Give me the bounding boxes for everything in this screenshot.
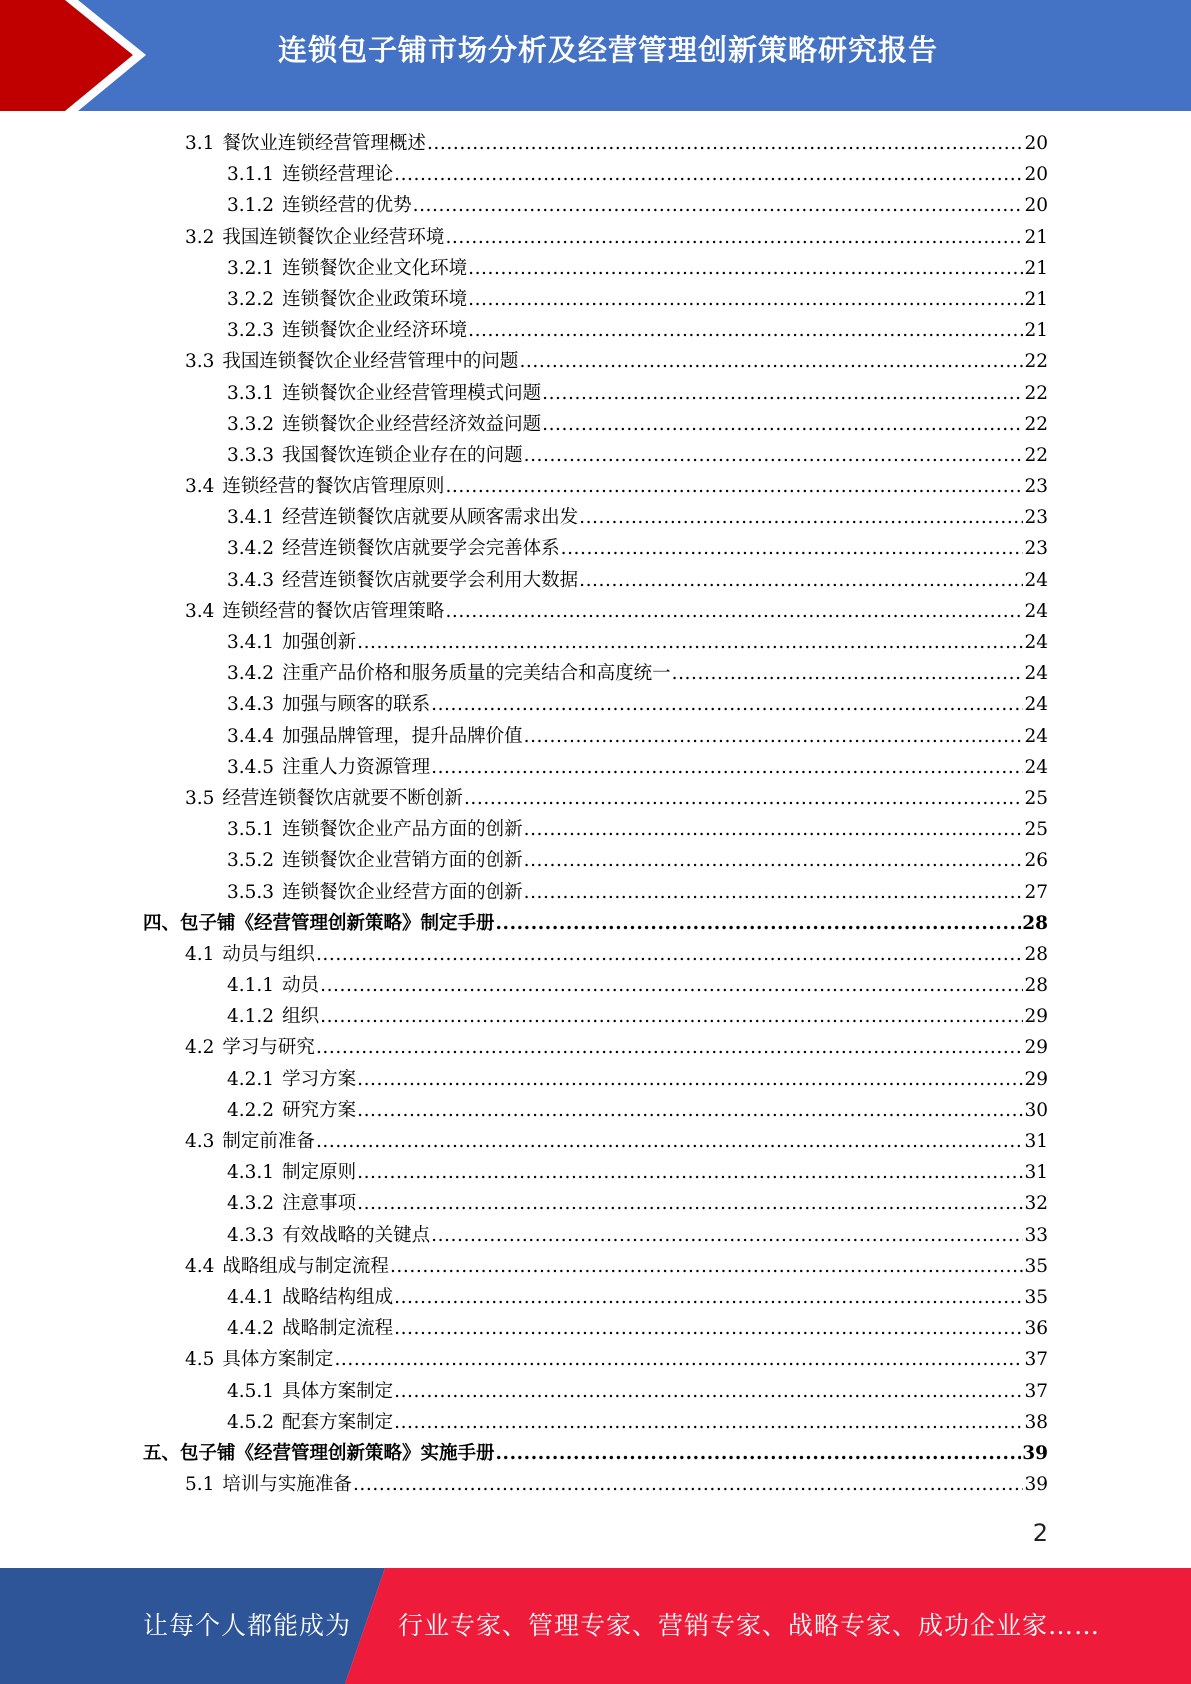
toc-entry-page: 20 xyxy=(1024,164,1048,186)
toc-entry-page: 39 xyxy=(1024,1474,1048,1496)
page-header xyxy=(0,0,1191,111)
toc-entry[interactable] xyxy=(143,409,1048,440)
toc-entry-number: 3.4.2 xyxy=(227,538,275,560)
toc-entry-page: 37 xyxy=(1024,1380,1048,1402)
page-footer xyxy=(0,1568,1191,1684)
toc-entry-number: 3.4.3 xyxy=(227,569,275,591)
toc-entry[interactable] xyxy=(143,128,1048,159)
toc-entry[interactable] xyxy=(143,721,1048,752)
toc-entry-number: 4.4.1 xyxy=(227,1286,275,1308)
toc-entry-number: 5.1 xyxy=(185,1474,215,1496)
toc-entry-number: 4.4.2 xyxy=(227,1318,275,1340)
toc-entry[interactable] xyxy=(143,159,1048,190)
toc-dot-leader xyxy=(464,783,1024,814)
toc-entry-page: 21 xyxy=(1024,226,1048,248)
toc-entry-number: 4.4 xyxy=(185,1255,215,1277)
toc-entry-number: 3.4 xyxy=(185,600,215,622)
toc-entry[interactable] xyxy=(143,845,1048,876)
toc-dot-leader xyxy=(579,502,1023,533)
toc-entry-page: 24 xyxy=(1024,663,1048,685)
toc-entry-title: 四、包子铺《经营管理创新策略》制定手册 xyxy=(143,912,495,934)
toc-entry-page: 39 xyxy=(1022,1442,1048,1464)
toc-entry-number: 3.3 xyxy=(185,351,215,373)
toc-entry-title: 连锁餐饮企业经营方面的创新 xyxy=(282,881,523,903)
toc-entry-title: 培训与实施准备 xyxy=(222,1474,352,1496)
toc-entry-page: 24 xyxy=(1024,600,1048,622)
toc-dot-leader xyxy=(357,1064,1023,1095)
toc-entry-title: 连锁经营理论 xyxy=(282,164,394,186)
toc-entry[interactable] xyxy=(143,596,1048,627)
toc-entry-page: 27 xyxy=(1024,881,1048,903)
toc-entry[interactable] xyxy=(143,1188,1048,1219)
toc-entry-page: 35 xyxy=(1024,1255,1048,1277)
toc-entry-page: 28 xyxy=(1024,975,1048,997)
toc-entry-number: 3.1.1 xyxy=(227,164,275,186)
toc-dot-leader xyxy=(316,1126,1024,1157)
toc-dot-leader xyxy=(496,1438,1022,1469)
toc-entry-title: 连锁餐饮企业营销方面的创新 xyxy=(282,850,523,872)
toc-entry-title: 配套方案制定 xyxy=(282,1411,394,1433)
toc-entry-number: 3.2.2 xyxy=(227,288,275,310)
toc-entry-page: 25 xyxy=(1024,787,1048,809)
toc-entry-number: 3.1 xyxy=(185,133,215,154)
page-number: 2 xyxy=(1032,1519,1048,1547)
toc-entry[interactable] xyxy=(143,471,1048,502)
toc-entry[interactable] xyxy=(143,378,1048,409)
toc-dot-leader xyxy=(357,1095,1023,1126)
report-title: 连锁包子铺市场分析及经营管理创新策略研究报告 xyxy=(277,33,938,67)
toc-entry-title: 战略组成与制定流程 xyxy=(222,1255,389,1277)
toc-entry[interactable] xyxy=(143,1344,1048,1375)
toc-entry-page: 29 xyxy=(1024,1037,1048,1059)
toc-entry-title: 有效战略的关键点 xyxy=(282,1224,431,1246)
toc-entry-title: 连锁餐饮企业经营管理模式问题 xyxy=(282,382,542,404)
toc-entry-title: 注意事项 xyxy=(282,1193,357,1215)
toc-entry[interactable] xyxy=(143,1220,1048,1251)
toc-entry-title: 我国餐饮连锁企业存在的问题 xyxy=(282,444,523,466)
toc-dot-leader xyxy=(431,1220,1023,1251)
toc-dot-leader xyxy=(524,877,1024,908)
toc-entry-title: 五、包子铺《经营管理创新策略》实施手册 xyxy=(143,1442,495,1464)
toc-entry-page: 28 xyxy=(1022,912,1048,934)
toc-entry-title: 加强与顾客的联系 xyxy=(282,694,431,716)
toc-entry[interactable] xyxy=(143,315,1048,346)
toc-entry-page: 24 xyxy=(1024,725,1048,747)
toc-entry-page: 36 xyxy=(1024,1318,1048,1340)
toc-entry-number: 3.4.4 xyxy=(227,725,275,747)
toc-entry-page: 38 xyxy=(1024,1411,1048,1433)
toc-entry-page: 30 xyxy=(1024,1099,1048,1121)
toc-entry[interactable] xyxy=(143,658,1048,689)
toc-entry-page: 21 xyxy=(1024,257,1048,279)
toc-entry-page: 22 xyxy=(1024,413,1048,435)
toc-dot-leader xyxy=(579,565,1023,596)
toc-entry-title: 具体方案制定 xyxy=(282,1380,394,1402)
toc-dot-leader xyxy=(357,1157,1023,1188)
toc-dot-leader xyxy=(496,908,1022,939)
toc-dot-leader xyxy=(413,190,1024,221)
toc-entry-number: 3.5.2 xyxy=(227,850,275,872)
toc-entry-page: 24 xyxy=(1024,632,1048,653)
toc-entry[interactable] xyxy=(143,1251,1048,1282)
toc-entry[interactable] xyxy=(143,1095,1048,1126)
toc-entry-title: 具体方案制定 xyxy=(222,1349,334,1371)
toc-entry[interactable] xyxy=(143,1032,1048,1063)
toc-dot-leader xyxy=(427,128,1024,159)
toc-entry-page: 37 xyxy=(1024,1349,1048,1371)
toc-dot-leader xyxy=(320,1001,1023,1032)
toc-entry-title: 战略结构组成 xyxy=(282,1286,394,1308)
toc-dot-leader xyxy=(353,1469,1024,1500)
toc-entry-title: 制定原则 xyxy=(282,1162,357,1184)
toc-entry[interactable] xyxy=(143,689,1048,720)
toc-entry-title: 连锁经营的餐饮店管理原则 xyxy=(222,476,445,498)
toc-entry-title: 学习方案 xyxy=(282,1068,357,1090)
toc-entry-title: 连锁经营的餐饮店管理策略 xyxy=(222,600,445,622)
toc-entry-number: 4.3.3 xyxy=(227,1224,275,1246)
table-of-contents xyxy=(143,128,1048,1500)
toc-entry-number: 3.4 xyxy=(185,476,215,498)
toc-entry-page: 23 xyxy=(1024,476,1048,498)
toc-entry-page: 23 xyxy=(1024,507,1048,529)
toc-dot-leader xyxy=(431,689,1023,720)
toc-entry[interactable] xyxy=(143,190,1048,221)
toc-dot-leader xyxy=(561,533,1024,564)
toc-dot-leader xyxy=(468,284,1023,315)
toc-entry-title: 加强品牌管理，提升品牌价值 xyxy=(282,725,523,747)
toc-entry[interactable] xyxy=(143,1157,1048,1188)
toc-entry[interactable] xyxy=(143,627,1048,658)
toc-entry-page: 22 xyxy=(1024,382,1048,404)
toc-dot-leader xyxy=(394,1376,1023,1407)
toc-entry[interactable] xyxy=(143,222,1048,253)
toc-entry-number: 4.1 xyxy=(185,943,215,965)
toc-entry-page: 21 xyxy=(1024,288,1048,310)
toc-entry-number: 3.4.1 xyxy=(227,507,275,529)
toc-entry[interactable] xyxy=(143,1376,1048,1407)
toc-entry-number: 4.1.2 xyxy=(227,1006,275,1028)
toc-entry[interactable] xyxy=(143,783,1048,814)
toc-entry-page: 32 xyxy=(1024,1193,1048,1215)
toc-entry-number: 4.5.2 xyxy=(227,1411,275,1433)
toc-entry-number: 3.4.1 xyxy=(227,632,275,653)
toc-dot-leader xyxy=(320,970,1023,1001)
toc-entry-number: 4.3.2 xyxy=(227,1193,275,1215)
toc-entry-title: 加强创新 xyxy=(282,632,357,653)
toc-entry-page: 35 xyxy=(1024,1286,1048,1308)
toc-dot-leader xyxy=(357,627,1023,658)
toc-entry-page: 24 xyxy=(1024,756,1048,778)
footer-slogan-right: 行业专家、管理专家、营销专家、战略专家、成功企业家…… xyxy=(398,1611,1101,1640)
toc-entry-number: 3.2.3 xyxy=(227,320,275,342)
toc-entry-number: 4.3.1 xyxy=(227,1162,275,1184)
toc-entry[interactable] xyxy=(143,1001,1048,1032)
toc-entry-title: 战略制定流程 xyxy=(282,1318,394,1340)
toc-entry-number: 3.4.3 xyxy=(227,694,275,716)
toc-entry-title: 餐饮业连锁经营管理概述 xyxy=(222,133,426,154)
toc-entry-title: 连锁经营的优势 xyxy=(282,195,412,217)
toc-entry-number: 3.2 xyxy=(185,226,215,248)
toc-entry-title: 连锁餐饮企业经济环境 xyxy=(282,320,468,342)
toc-entry-title: 我国连锁餐饮企业经营环境 xyxy=(222,226,445,248)
toc-entry-title: 动员与组织 xyxy=(222,943,315,965)
toc-entry-number: 4.5 xyxy=(185,1349,215,1371)
toc-entry-title: 组织 xyxy=(282,1006,320,1028)
toc-entry[interactable] xyxy=(143,970,1048,1001)
footer-slogan-left: 让每个人都能成为 xyxy=(143,1611,352,1640)
toc-entry-page: 23 xyxy=(1024,538,1048,560)
toc-entry-number: 3.4.2 xyxy=(227,663,275,685)
toc-entry-number: 4.2.1 xyxy=(227,1068,275,1090)
toc-dot-leader xyxy=(390,1251,1024,1282)
toc-dot-leader xyxy=(524,440,1024,471)
toc-entry-number: 3.5 xyxy=(185,787,215,809)
toc-entry-title: 注重产品价格和服务质量的完美结合和高度统一 xyxy=(282,663,671,685)
toc-dot-leader xyxy=(468,315,1023,346)
toc-dot-leader xyxy=(672,658,1024,689)
toc-entry[interactable] xyxy=(143,284,1048,315)
toc-entry-number: 4.5.1 xyxy=(227,1380,275,1402)
toc-entry-number: 4.2.2 xyxy=(227,1099,275,1121)
toc-entry-title: 经营连锁餐饮店就要学会利用大数据 xyxy=(282,569,579,591)
toc-dot-leader xyxy=(542,378,1023,409)
toc-entry-number: 3.3.3 xyxy=(227,444,275,466)
toc-entry[interactable] xyxy=(143,1064,1048,1095)
toc-entry-page: 29 xyxy=(1024,1068,1048,1090)
toc-entry-page: 28 xyxy=(1024,943,1048,965)
toc-dot-leader xyxy=(394,1313,1023,1344)
toc-entry-title: 经营连锁餐饮店就要从顾客需求出发 xyxy=(282,507,579,529)
toc-entry-page: 33 xyxy=(1024,1224,1048,1246)
toc-entry-title: 制定前准备 xyxy=(222,1131,315,1152)
toc-entry-title: 连锁餐饮企业政策环境 xyxy=(282,288,468,310)
toc-entry-title: 连锁餐饮企业文化环境 xyxy=(282,257,468,279)
toc-dot-leader xyxy=(394,159,1023,190)
toc-entry[interactable] xyxy=(143,939,1048,970)
toc-entry-title: 连锁餐饮企业经营经济效益问题 xyxy=(282,413,542,435)
toc-entry[interactable] xyxy=(143,1313,1048,1344)
toc-dot-leader xyxy=(334,1344,1023,1375)
toc-entry-number: 3.5.3 xyxy=(227,881,275,903)
toc-entry-page: 22 xyxy=(1024,444,1048,466)
toc-entry[interactable] xyxy=(143,1438,1048,1469)
toc-entry[interactable] xyxy=(143,814,1048,845)
toc-entry-title: 经营连锁餐饮店就要学会完善体系 xyxy=(282,538,560,560)
toc-dot-leader xyxy=(394,1407,1023,1438)
toc-entry-title: 动员 xyxy=(282,975,320,997)
toc-entry[interactable] xyxy=(143,877,1048,908)
toc-dot-leader xyxy=(445,222,1023,253)
toc-dot-leader xyxy=(524,845,1024,876)
toc-entry-number: 3.2.1 xyxy=(227,257,275,279)
toc-entry[interactable] xyxy=(143,346,1048,377)
toc-entry-number: 3.3.1 xyxy=(227,382,275,404)
toc-dot-leader xyxy=(357,1188,1023,1219)
toc-entry[interactable] xyxy=(143,533,1048,564)
toc-entry[interactable] xyxy=(143,1469,1048,1500)
toc-entry[interactable] xyxy=(143,1126,1048,1157)
toc-entry-title: 注重人力资源管理 xyxy=(282,756,431,778)
toc-dot-leader xyxy=(468,253,1023,284)
toc-dot-leader xyxy=(524,814,1024,845)
toc-entry-page: 31 xyxy=(1024,1131,1048,1152)
toc-entry-page: 20 xyxy=(1024,195,1048,217)
toc-entry-page: 25 xyxy=(1024,819,1048,841)
toc-dot-leader xyxy=(316,1032,1024,1063)
toc-entry-page: 24 xyxy=(1024,694,1048,716)
toc-entry-page: 24 xyxy=(1024,569,1048,591)
toc-entry-number: 4.1.1 xyxy=(227,975,275,997)
toc-entry-page: 20 xyxy=(1024,133,1048,154)
toc-entry-title: 研究方案 xyxy=(282,1099,357,1121)
toc-entry[interactable] xyxy=(143,565,1048,596)
toc-entry[interactable] xyxy=(143,752,1048,783)
toc-entry-page: 29 xyxy=(1024,1006,1048,1028)
toc-entry-number: 4.2 xyxy=(185,1037,215,1059)
toc-entry-number: 3.4.5 xyxy=(227,756,275,778)
toc-entry-page: 21 xyxy=(1024,320,1048,342)
toc-dot-leader xyxy=(394,1282,1023,1313)
toc-dot-leader xyxy=(445,471,1023,502)
toc-entry-page: 22 xyxy=(1024,351,1048,373)
toc-entry-number: 3.3.2 xyxy=(227,413,275,435)
toc-dot-leader xyxy=(524,721,1024,752)
toc-dot-leader xyxy=(316,939,1024,970)
toc-entry[interactable] xyxy=(143,253,1048,284)
toc-entry-title: 学习与研究 xyxy=(222,1037,315,1059)
toc-entry-number: 4.3 xyxy=(185,1131,215,1152)
toc-entry[interactable] xyxy=(143,440,1048,471)
toc-entry-title: 连锁餐饮企业产品方面的创新 xyxy=(282,819,523,841)
toc-entry[interactable] xyxy=(143,1282,1048,1313)
toc-entry-number: 3.1.2 xyxy=(227,195,275,217)
toc-dot-leader xyxy=(542,409,1023,440)
toc-entry-title: 我国连锁餐饮企业经营管理中的问题 xyxy=(222,351,519,373)
toc-entry-number: 3.5.1 xyxy=(227,819,275,841)
toc-entry[interactable] xyxy=(143,1407,1048,1438)
toc-entry[interactable] xyxy=(143,908,1048,939)
toc-entry-title: 经营连锁餐饮店就要不断创新 xyxy=(222,787,463,809)
toc-entry[interactable] xyxy=(143,502,1048,533)
toc-entry-page: 26 xyxy=(1024,850,1048,872)
toc-entry-page: 31 xyxy=(1024,1162,1048,1184)
toc-dot-leader xyxy=(431,752,1023,783)
toc-dot-leader xyxy=(445,596,1023,627)
toc-dot-leader xyxy=(519,346,1023,377)
